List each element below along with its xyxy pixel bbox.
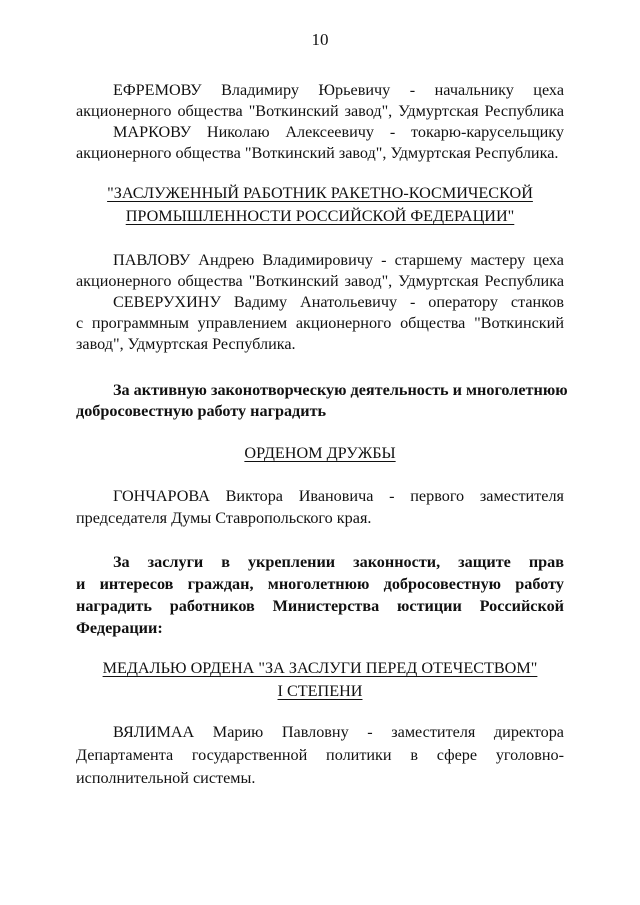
decree-line: За заслуги в укреплении законности, защите прав	[113, 553, 564, 571]
awardee-line: с программным управлением акционерного общества "Воткинский	[76, 314, 564, 332]
decree-line: Федерации:	[76, 619, 163, 637]
award-title-line: "ЗАСЛУЖЕННЫЙ РАБОТНИК РАКЕТНО-КОСМИЧЕСКОЙ	[107, 184, 533, 202]
decree-line: За активную законотворческую деятельность и многолетнюю	[113, 381, 568, 399]
decree-line: и интересов граждан, многолетнюю добросовестную работу	[76, 575, 564, 593]
awardee-line: ЕФРЕМОВУ Владимиру Юрьевичу - начальнику цеха	[113, 81, 564, 99]
awardee-line: акционерного общества "Воткинский завод", Удмуртская Республика	[76, 272, 564, 290]
awardee-line: акционерного общества "Воткинский завод", Удмуртская Республика.	[76, 144, 559, 162]
awardee-line: СЕВЕРУХИНУ Вадиму Анатольевичу - оператору станков	[113, 293, 564, 311]
awardee-line: МАРКОВУ Николаю Алексеевичу - токарю-карусельщику	[113, 123, 564, 141]
award-title-line: МЕДАЛЬЮ ОРДЕНА "ЗА ЗАСЛУГИ ПЕРЕД ОТЕЧЕСТВОМ"	[102, 659, 538, 677]
awardee-line: ВЯЛИМАА Марию Павловну - заместителя директора	[113, 723, 564, 741]
decree-line: наградить работников Министерства юстиции Российской	[76, 597, 564, 615]
awardee-line: завод", Удмуртская Республика.	[76, 335, 296, 353]
awardee-line: Департамента государственной политики в сфере уголовно-	[76, 746, 564, 764]
awardee-line: акционерного общества "Воткинский завод", Удмуртская Республика	[76, 102, 564, 120]
awardee-line: ГОНЧАРОВА Виктора Ивановича - первого заместителя	[113, 487, 564, 505]
decree-line: добросовестную работу наградить	[76, 402, 327, 420]
award-title-line: I СТЕПЕНИ	[277, 682, 363, 700]
award-title-line: ПРОМЫШЛЕННОСТИ РОССИЙСКОЙ ФЕДЕРАЦИИ"	[125, 207, 515, 225]
awardee-line: исполнительной системы.	[76, 769, 256, 787]
award-title-line: ОРДЕНОМ ДРУЖБЫ	[244, 444, 396, 462]
awardee-line: председателя Думы Ставропольского края.	[76, 509, 372, 527]
awardee-line: ПАВЛОВУ Андрею Владимировичу - старшему мастеру цеха	[113, 251, 564, 269]
page-number: 10	[311, 30, 329, 49]
